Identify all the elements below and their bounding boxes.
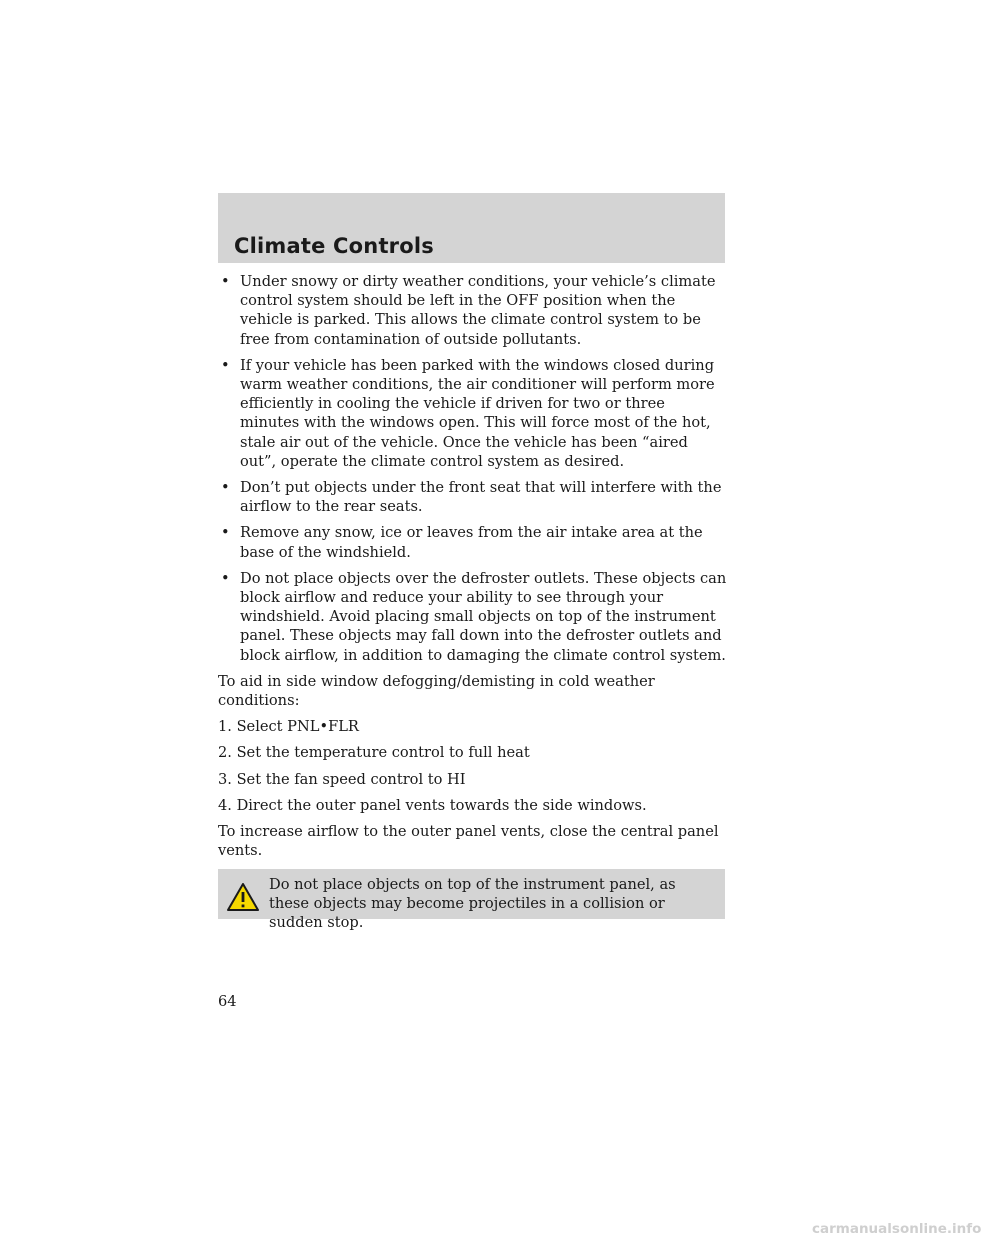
step-2: 2. Set the temperature control to full heat [218, 744, 530, 762]
step-1: 1. Select PNL•FLR [218, 718, 359, 736]
bullet-item [218, 569, 728, 665]
airflow-note: To increase airflow to the outer panel vents, close the central panel vents. [218, 823, 719, 860]
step-3: 3. Set the fan speed control to HI [218, 770, 466, 788]
bullet-text: Remove any snow, ice or leaves from the air intake area at the base of the windshield. [240, 524, 703, 561]
section-header [218, 193, 725, 263]
page-content [218, 272, 728, 932]
bullet-text: If your vehicle has been parked with the windows closed during warm weather conditions, the air conditioner will perform more efficiently in cooling the vehicle if driven for two or three minutes with the windows open. This will force most of the hot, stale air out of the vehicle. Once the vehicle has been “aired out”, operate the climate control system as desired. [240, 356, 715, 470]
bullet-dot: • [221, 273, 230, 290]
page-number: 64 [218, 993, 237, 1010]
bullet-item [218, 478, 728, 516]
warning-box [218, 869, 725, 932]
bullet-item [218, 523, 728, 561]
section-title: Climate Controls [234, 234, 434, 258]
warning-text: Do not place objects on top of the instrument panel, as these objects may become projectiles in a collision or sudden stop. [269, 876, 676, 932]
bullet-dot: • [221, 569, 230, 587]
step-4: 4. Direct the outer panel vents towards the side windows. [218, 796, 647, 814]
bullet-text: Don’t put objects under the front seat that will interfere with the airflow to the rear seats. [240, 479, 722, 516]
watermark: carmanualsonline.info [812, 1221, 981, 1237]
bullet-item [218, 356, 728, 471]
bullet-dot: • [221, 479, 230, 497]
defog-intro: To aid in side window defogging/demisting in cold weather conditions: [218, 672, 655, 710]
bullet-text: Under snowy or dirty weather conditions, your vehicle’s climate control system should be left in the OFF position when the vehicle is parked. This allows the climate control system to be free from contamination of outside pollutants. [240, 273, 716, 348]
bullet-dot: • [221, 524, 230, 542]
bullet-dot: • [221, 356, 230, 374]
bullet-item [218, 272, 728, 349]
bullet-text: Do not place objects over the defroster outlets. These objects can block airflow and reduce your ability to see through your windshield. Avoid placing small objects on top of the instrument panel. These objects may fall down into the defroster outlets and block airflow, in addition to damaging the climate control system. [240, 569, 727, 664]
warning-triangle-icon [226, 882, 260, 912]
